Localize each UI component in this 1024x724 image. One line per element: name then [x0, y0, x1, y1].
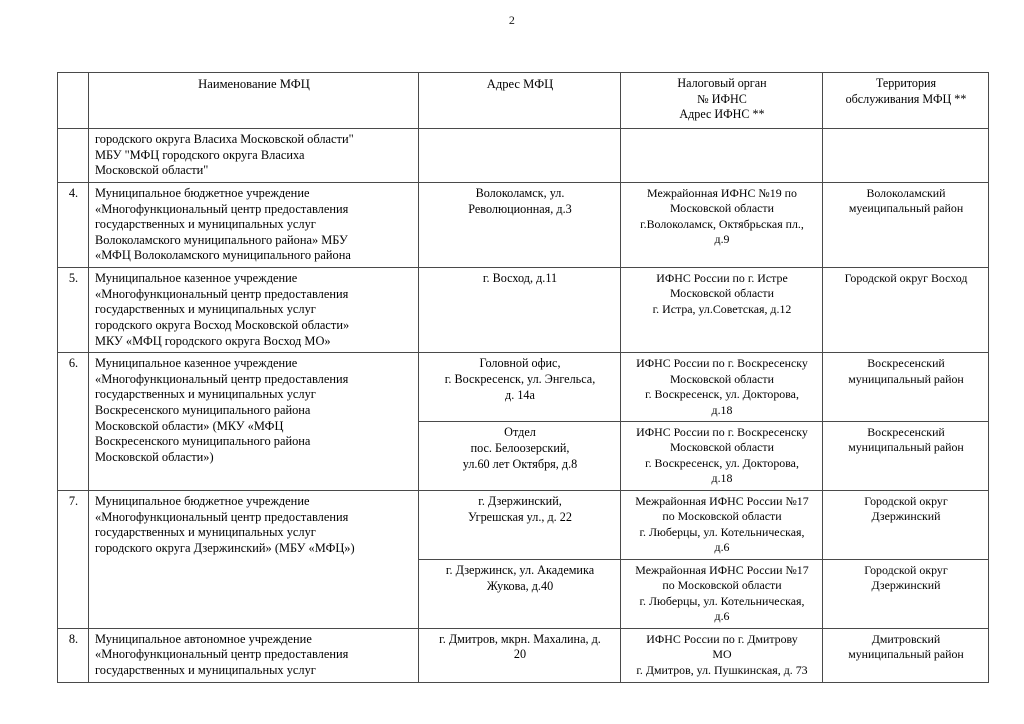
mfc-name-line-3: государственных и муниципальных услуг [95, 387, 316, 402]
mfc-address-cell [419, 268, 621, 353]
mfc-name-cell [89, 129, 419, 183]
table-row [58, 628, 989, 682]
service-territory-cell [823, 490, 989, 559]
mfc-name-line-3: государственных и муниципальных услуг [95, 302, 316, 317]
service-territory-line-2: муеиципальный район [848, 201, 964, 216]
tax-authority-line-2: по Московской области [662, 578, 782, 593]
row-number-cell [58, 129, 89, 183]
service-territory-line-2: Дзержинский [871, 509, 941, 524]
tax-authority-line-1: ИФНС России по г. Воскресенску [636, 356, 808, 371]
mfc-table-container [57, 72, 988, 683]
mfc-address-line-1: Головной офис, [479, 356, 561, 371]
mfc-name-cell [89, 182, 419, 267]
tax-authority-line-1: ИФНС России по г. Воскресенску [636, 425, 808, 439]
header-row [58, 73, 989, 129]
mfc-address-cell [419, 628, 621, 682]
tax-authority-line-2: по Московской области [662, 509, 782, 524]
table-header [58, 73, 989, 129]
mfc-name-line-2: «Многофункциональный центр предоставления [95, 286, 349, 301]
territory-header-line-2: обслуживания МФЦ ** [845, 91, 967, 106]
tax-authority-cell [621, 268, 823, 353]
tax-authority-line-3: г.Волоколамск, Октябрьская пл., [640, 216, 804, 231]
page-number: 2 [508, 13, 516, 27]
mfc-registry-table [57, 72, 989, 683]
column-header-service-territory [823, 73, 989, 129]
service-territory-line-2: муниципальный район [848, 647, 964, 662]
row-number-cell: 4. [58, 182, 89, 267]
tax-authority-line-2: Московской области [670, 201, 774, 216]
column-header-number [58, 73, 89, 129]
mfc-name-line-2: «Многофункциональный центр предоставления [95, 371, 349, 386]
tax-authority-line-3: г. Люберцы, ул. Котельническая, [639, 524, 805, 539]
mfc-name-line-2: «Многофункциональный центр предоставления [95, 509, 349, 524]
mfc-name-line-4: городского округа Восход Московской области» [95, 317, 350, 332]
mfc-name-line-3: Московской области" [95, 163, 209, 178]
mfc-name-cell [89, 353, 419, 491]
territory-header-line-1: Территория [875, 76, 937, 90]
table-row [58, 490, 989, 559]
tax-authority-cell [621, 182, 823, 267]
service-territory-line-1: Воскресенский [867, 356, 945, 371]
mfc-address-line-1: Отдел [504, 425, 536, 439]
service-territory-cell [823, 182, 989, 267]
table-body [58, 129, 989, 683]
tax-authority-line-3: г. Воскресенск, ул. Докторова, [645, 387, 799, 402]
mfc-name-line-1: Муниципальное автономное учреждение [95, 631, 312, 646]
tax-authority-cell [621, 490, 823, 559]
tax-header-line-3: Адрес ИФНС ** [679, 107, 765, 122]
mfc-address-line-2: Угрешская ул., д. 22 [468, 509, 572, 524]
tax-authority-line-1: ИФНС России по г. Истре [656, 271, 788, 285]
tax-authority-line-2: Московской области [670, 286, 774, 301]
tax-authority-line-4: д.18 [711, 471, 733, 486]
service-territory-line-2: муниципальный район [848, 440, 964, 455]
mfc-address-line-1: г. Дзержинск, ул. Академика [445, 562, 595, 577]
mfc-address-line-2: Жукова, д.40 [486, 578, 554, 593]
mfc-name-cell [89, 628, 419, 682]
column-header-mfc-name: Наименование МФЦ [89, 73, 419, 129]
mfc-name-line-5: Московской области» (МКУ «МФЦ [95, 418, 284, 433]
table-row [58, 129, 989, 183]
mfc-address-line-2: 20 [513, 647, 527, 662]
tax-authority-line-1: Межрайонная ИФНС России №17 [635, 562, 809, 577]
mfc-name-line-6: Воскресенского муниципального района [95, 434, 311, 449]
row-number-cell: 6. [58, 353, 89, 491]
mfc-name-line-1: Муниципальное бюджетное учреждение [95, 493, 310, 508]
mfc-name-line-2: МБУ "МФЦ городского округа Власиха [95, 147, 305, 162]
mfc-address-cell [419, 182, 621, 267]
mfc-name-line-1: Муниципальное казенное учреждение [95, 271, 298, 285]
tax-header-line-2: № ИФНС [697, 91, 747, 106]
mfc-name-line-4: Воскресенского муниципального района [95, 403, 311, 417]
tax-authority-line-4: д.6 [714, 540, 730, 555]
mfc-name-cell [89, 268, 419, 353]
mfc-name-line-1: Муниципальное казенное учреждение [95, 356, 298, 371]
service-territory-cell [823, 129, 989, 183]
tax-authority-line-3: г. Дмитров, ул. Пушкинская, д. 73 [636, 662, 808, 677]
tax-authority-line-2: Московской области [670, 440, 774, 455]
tax-authority-line-3: г. Люберцы, ул. Котельническая, [639, 593, 805, 608]
mfc-address-line-3: ул.60 лет Октября, д.8 [462, 456, 578, 471]
mfc-name-line-3: государственных и муниципальных услуг [95, 525, 316, 540]
table-row [58, 353, 989, 422]
column-header-mfc-address: Адрес МФЦ [419, 73, 621, 129]
tax-authority-line-1: ИФНС России по г. Дмитрову [646, 631, 798, 646]
service-territory-line-2: муниципальный район [848, 371, 964, 386]
mfc-address-line-1: Волоколамск, ул. [475, 185, 565, 200]
row-number-cell: 7. [58, 490, 89, 628]
mfc-name-line-7: Московской области») [95, 449, 214, 464]
mfc-name-line-2: «Многофункциональный центр предоставления [95, 647, 349, 662]
mfc-name-line-1: Муниципальное бюджетное учреждение [95, 185, 310, 200]
service-territory-cell [823, 559, 989, 628]
mfc-name-line-1: городского округа Власиха Московской области" [95, 132, 354, 146]
mfc-address-cell [419, 353, 621, 422]
mfc-address-line-1: г. Восход, д.11 [482, 271, 558, 285]
mfc-name-line-2: «Многофункциональный центр предоставления [95, 201, 349, 216]
service-territory-cell [823, 353, 989, 422]
tax-authority-line-3: г. Воскресенск, ул. Докторова, [645, 455, 799, 470]
row-number-cell: 8. [58, 628, 89, 682]
mfc-address-line-2: Революционная, д.3 [468, 201, 572, 216]
tax-authority-cell [621, 559, 823, 628]
mfc-address-line-2: г. Воскресенск, ул. Энгельса, [444, 371, 596, 386]
mfc-address-cell [419, 490, 621, 559]
tax-authority-line-3: г. Истра, ул.Советская, д.12 [652, 301, 792, 316]
mfc-address-line-1: г. Дзержинский, [478, 493, 562, 508]
tax-authority-cell [621, 422, 823, 491]
tax-authority-line-1: Межрайонная ИФНС №19 по [647, 185, 797, 200]
mfc-name-cell [89, 490, 419, 628]
tax-authority-line-4: д.18 [711, 402, 733, 417]
row-number-cell: 5. [58, 268, 89, 353]
tax-authority-line-4: д.9 [714, 232, 730, 247]
service-territory-cell [823, 628, 989, 682]
table-row [58, 268, 989, 353]
tax-authority-cell [621, 129, 823, 183]
service-territory-line-1: Городской округ [864, 493, 948, 508]
tax-authority-line-1: Межрайонная ИФНС России №17 [635, 493, 809, 508]
mfc-address-cell [419, 422, 621, 491]
tax-authority-cell [621, 628, 823, 682]
service-territory-cell [823, 268, 989, 353]
service-territory-line-1: Городской округ [864, 562, 948, 577]
table-row [58, 182, 989, 267]
tax-authority-cell [621, 353, 823, 422]
service-territory-line-1: Волоколамский [866, 185, 946, 200]
mfc-name-line-3: государственных и муниципальных услуг [95, 217, 316, 232]
mfc-name-line-4: городского округа Дзержинский» (МБУ «МФЦ») [95, 540, 355, 555]
tax-authority-line-2: Московской области [670, 371, 774, 386]
tax-authority-line-4: д.6 [714, 609, 730, 624]
mfc-name-line-5: «МФЦ Волоколамского муниципального района [95, 248, 351, 263]
service-territory-line-1: Воскресенский [867, 425, 945, 439]
tax-authority-line-2: МО [712, 647, 732, 662]
mfc-name-line-5: МКУ «МФЦ городского округа Восход МО» [95, 333, 331, 348]
tax-header-line-1: Налоговый орган [677, 76, 767, 90]
mfc-address-cell [419, 129, 621, 183]
mfc-address-line-2: пос. Белоозерский, [470, 440, 570, 455]
mfc-address-cell [419, 559, 621, 628]
service-territory-line-1: Дмитровский [871, 631, 941, 646]
mfc-address-line-1: г. Дмитров, мкрн. Махалина, д. [439, 631, 601, 646]
mfc-address-line-3: д. 14а [505, 387, 535, 402]
mfc-name-line-4: Волоколамского муниципального района» МБУ [95, 232, 348, 247]
service-territory-cell [823, 422, 989, 491]
service-territory-line-1: Городской округ Восход [844, 271, 968, 285]
service-territory-line-2: Дзержинский [871, 578, 941, 593]
column-header-tax-authority [621, 73, 823, 129]
mfc-name-line-3: государственных и муниципальных услуг [95, 662, 316, 677]
